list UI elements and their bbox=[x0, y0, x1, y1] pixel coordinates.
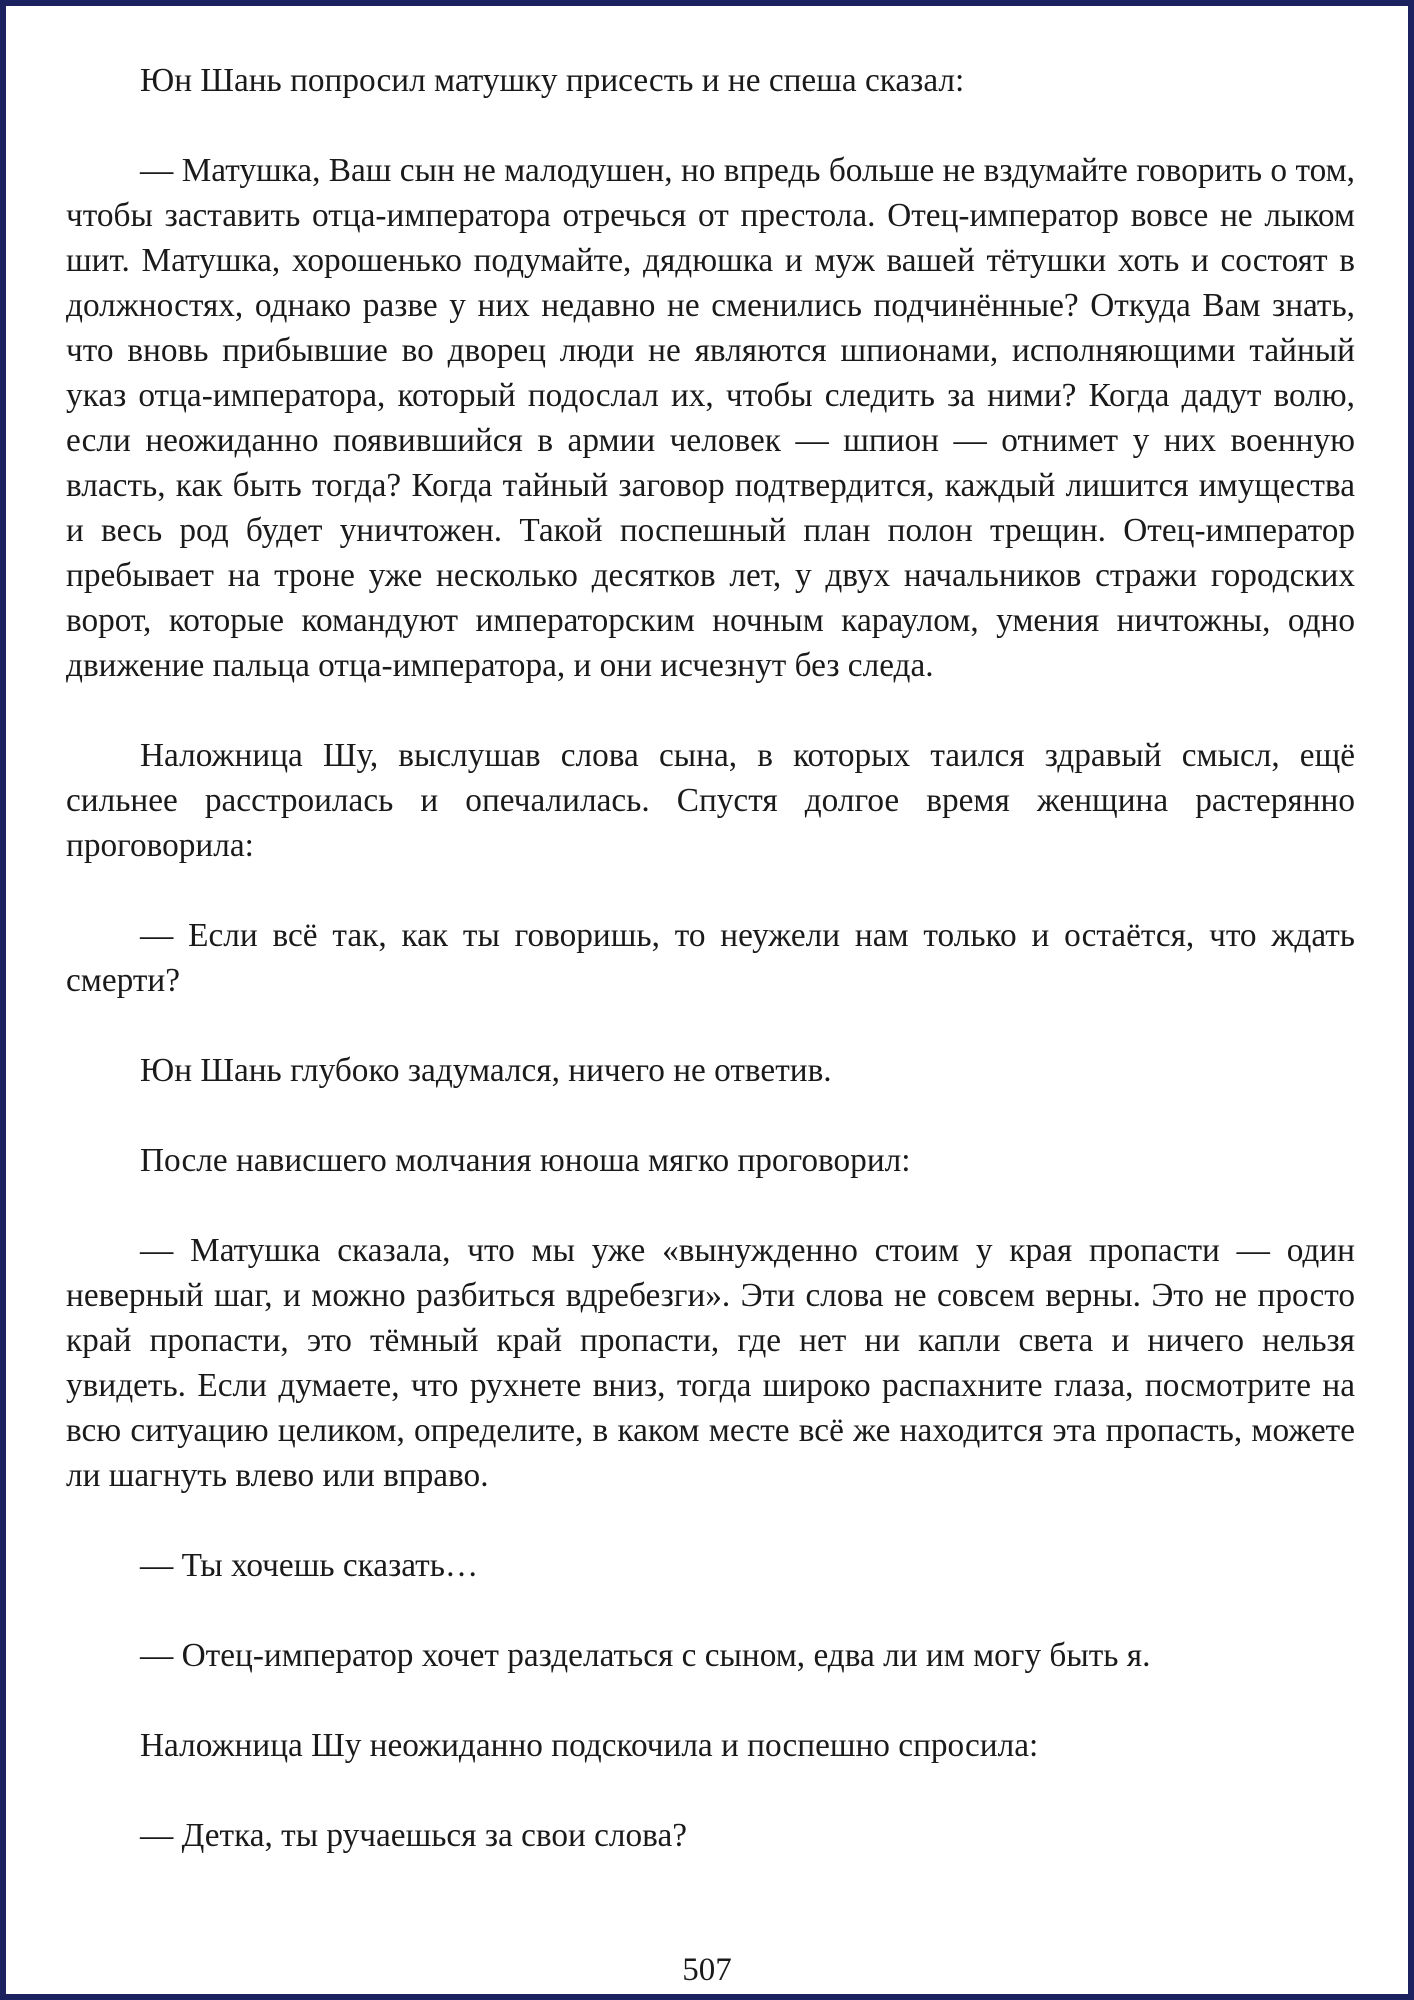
page-number: 507 bbox=[682, 1952, 732, 1988]
paragraph-8: — Ты хочешь сказать… bbox=[140, 1547, 479, 1584]
paragraph-5: Юн Шань глубоко задумался, ничего не ответив. bbox=[140, 1052, 832, 1089]
paragraph-3: Наложница Шу, выслушав слова сына, в которых таился здравый смысл, ещё сильнее расстроилась и опечалилась. Спустя долгое время женщина растерянно проговорила: bbox=[66, 737, 1355, 864]
paragraph-1: Юн Шань попросил матушку присесть и не спеша сказал: bbox=[140, 62, 965, 99]
paragraph-7: — Матушка сказала, что мы уже «вынужденно стоим у края пропасти — один неверный шаг, и можно разбиться вдребезги». Эти слова не совсем верны. Это не просто край пропасти, это тёмный край пропасти, где нет ни капли света и ничего нельзя увидеть. Если думаете, что рухнете вниз, тогда широко распахните глаза, посмотрите на всю ситуацию целиком, определите, в каком месте всё же находится эта пропасть, можете ли шагнуть влево или вправо. bbox=[66, 1232, 1355, 1494]
paragraph-6: После нависшего молчания юноша мягко проговорил: bbox=[140, 1142, 911, 1179]
paragraph-10: Наложница Шу неожиданно подскочила и поспешно спросила: bbox=[140, 1727, 1039, 1764]
text-body bbox=[66, 58, 1355, 1903]
paragraph-11: — Детка, ты ручаешься за свои слова? bbox=[140, 1817, 688, 1854]
paragraph-4: — Если всё так, как ты говоришь, то неужели нам только и остаётся, что ждать смерти? bbox=[66, 917, 1355, 999]
paragraph-9: — Отец-император хочет разделаться с сыном, едва ли им могу быть я. bbox=[140, 1637, 1151, 1674]
paragraph-2: — Матушка, Ваш сын не малодушен, но впредь больше не вздумайте говорить о том, чтобы заставить отца-императора отречься от престола. Отец-император вовсе не лыком шит. Матушка, хорошенько подумайте, дядюшка и муж вашей тётушки хоть и состоят в должностях, однако разве у них недавно не сменились подчинённые? Откуда Вам знать, что вновь прибывшие во дворец люди не являются шпионами, исполняющими тайный указ отца-императора, который подослал их, чтобы следить за ними? Когда дадут волю, если неожиданно появившийся в армии человек — шпион — отнимет у них военную власть, как быть тогда? Когда тайный заговор подтвердится, каждый лишится имущества и весь род будет уничтожен. Такой поспешный план полон трещин. Отец-император пребывает на троне уже несколько десятков лет, у двух начальников стражи городских ворот, которые командуют императорским ночным караулом, умения ничтожны, одно движение пальца отца-императора, и они исчезнут без следа. bbox=[66, 152, 1355, 684]
